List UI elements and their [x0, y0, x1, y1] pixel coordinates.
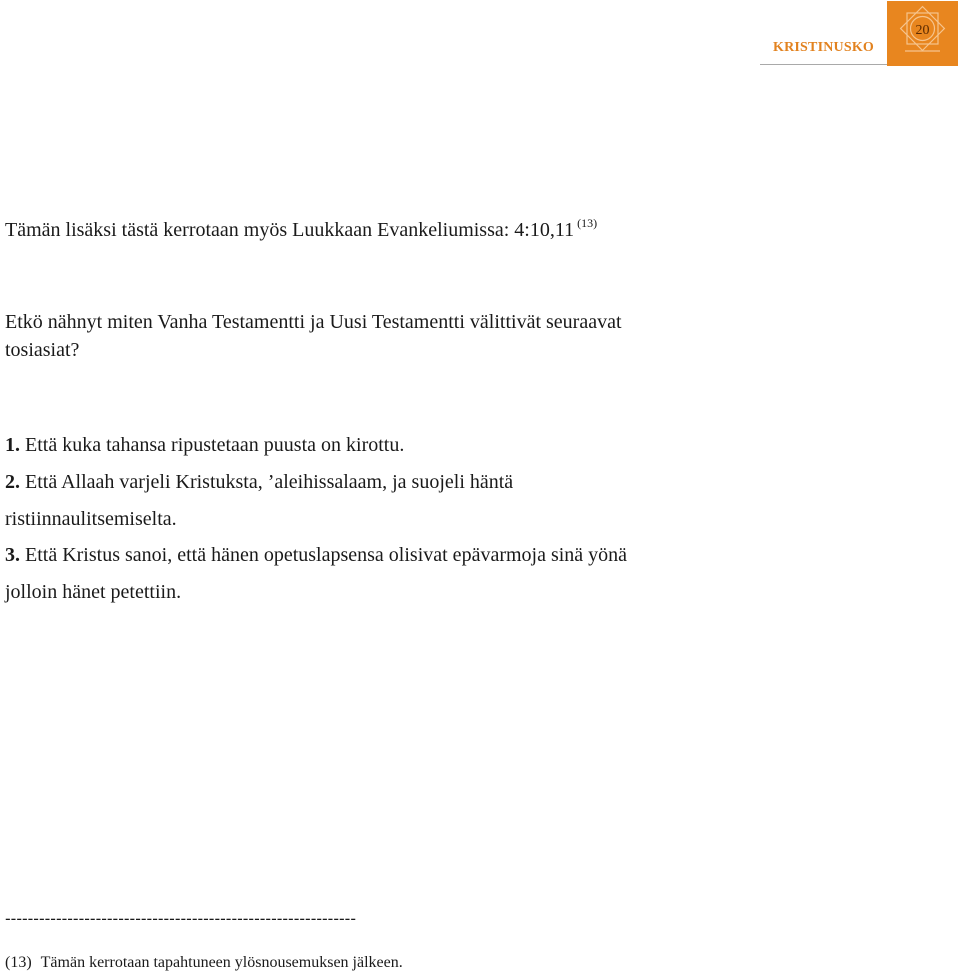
header-title: KRISTINUSKO	[773, 40, 875, 55]
luke-reference-text: Tämän lisäksi tästä kerrotaan myös Luukkaan Evankeliumissa: 4:10,11	[5, 219, 575, 241]
list-item-3	[5, 544, 627, 567]
list-item-text: Että kuka tahansa ripustetaan puusta on kirottu.	[25, 434, 405, 456]
list-item-1	[5, 434, 404, 457]
page-number: 20	[915, 23, 930, 38]
page-number-badge	[887, 1, 958, 66]
list-item-number: 2.	[5, 471, 20, 493]
footnote-ref: (13)	[577, 216, 598, 230]
footnote-text: Tämän kerrotaan tapahtuneen ylösnousemuksen jälkeen.	[40, 954, 403, 971]
footnote-item	[5, 954, 403, 972]
luke-reference-line	[5, 216, 597, 242]
list-item-number: 3.	[5, 544, 20, 566]
header-rule	[760, 64, 887, 65]
list-item-number: 1.	[5, 434, 20, 456]
list-item-2-continuation: ristiinnaulitsemiselta.	[5, 508, 177, 530]
question-line-2: tosiasiat?	[5, 339, 80, 361]
footnote-separator: --------------------------------------------------------------	[5, 909, 356, 928]
list-item-text: Että Kristus sanoi, että hänen opetuslapsensa olisivat epävarmoja sinä yönä	[25, 544, 628, 566]
list-item-2	[5, 471, 513, 494]
footnote-mark: (13)	[5, 954, 32, 971]
list-item-text: Että Allaah varjeli Kristuksta, ’aleihissalaam, ja suojeli häntä	[25, 471, 514, 493]
list-item-3-continuation: jolloin hänet petettiin.	[5, 581, 182, 603]
question-line-1: Etkö nähnyt miten Vanha Testamentti ja Uusi Testamentti välittivät seuraavat	[5, 311, 622, 333]
